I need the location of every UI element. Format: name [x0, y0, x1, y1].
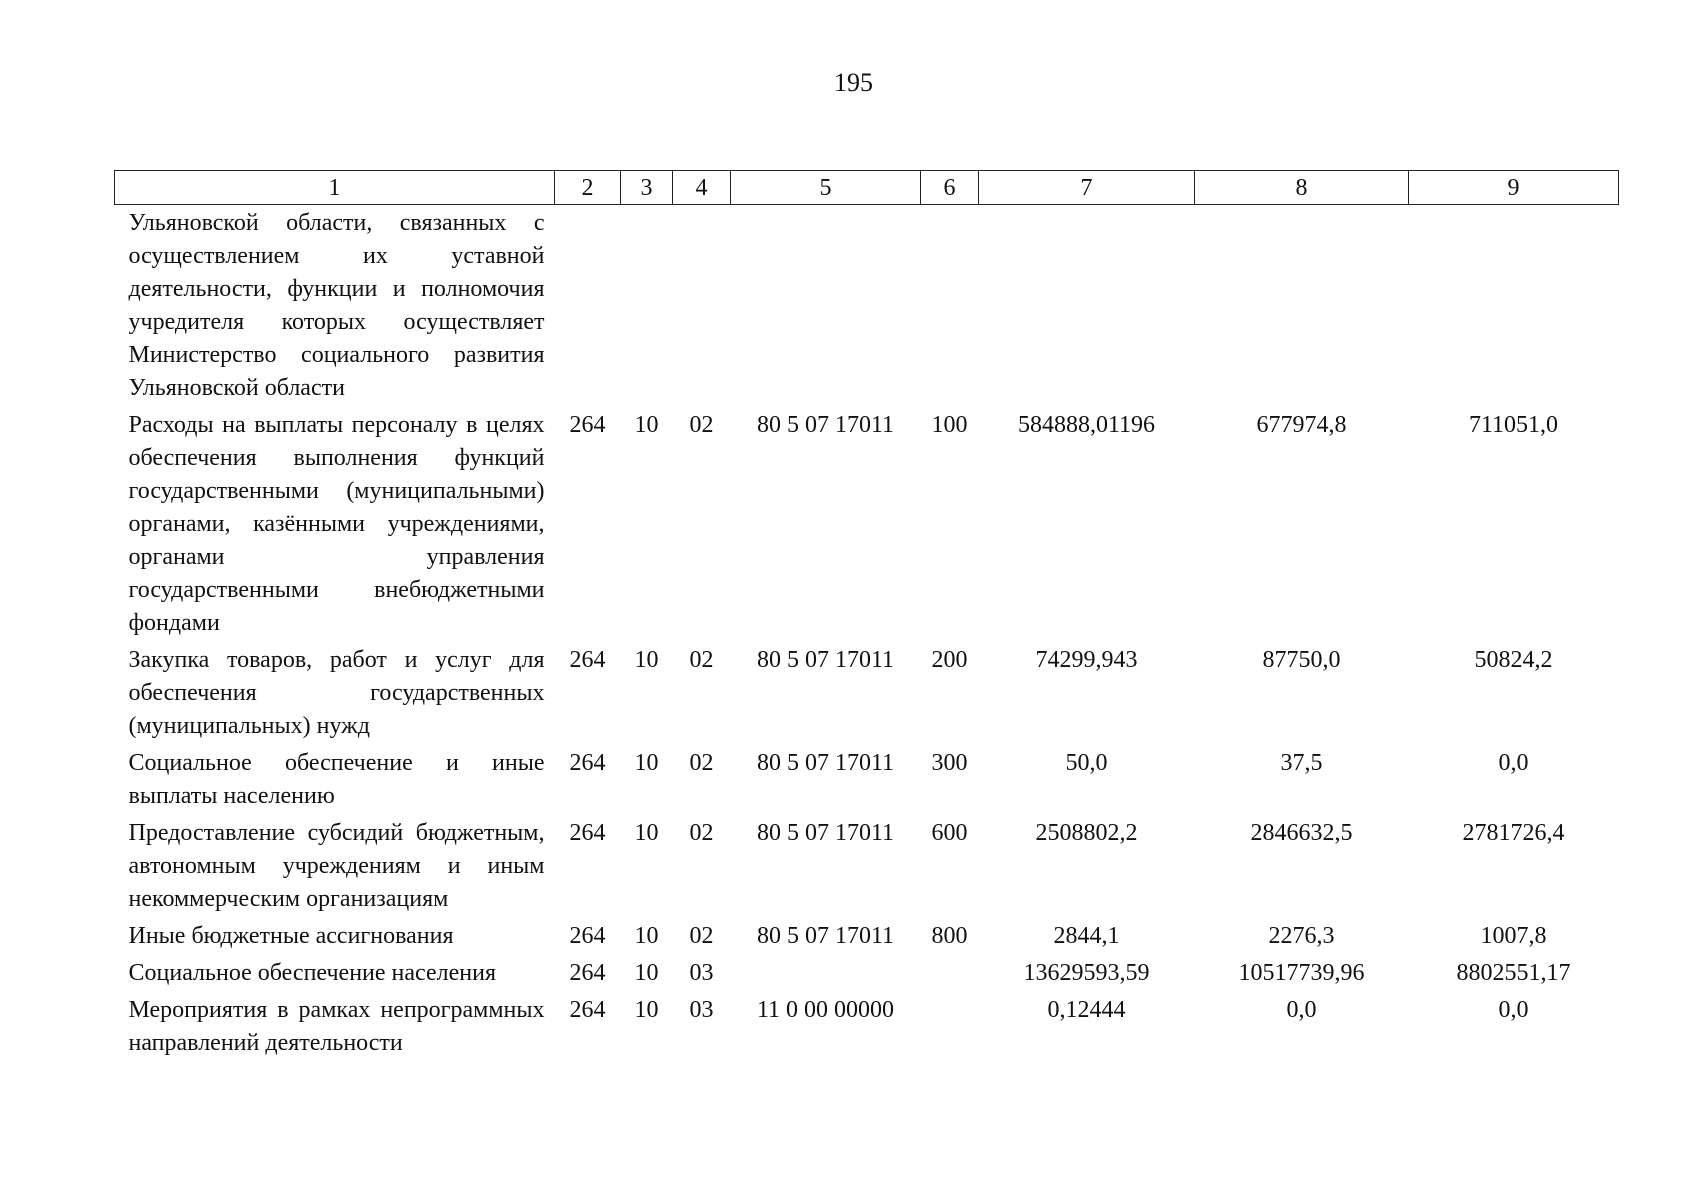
cell-amount-col7: 13629593,59: [1023, 960, 1150, 986]
column-header: 4: [673, 171, 731, 205]
cell-ministry-code: 264: [569, 412, 606, 438]
cell-target-article: 11 0 00 00000: [756, 997, 895, 1023]
cell-target-article: 80 5 07 17011: [756, 647, 895, 673]
column-header: 2: [555, 171, 621, 205]
cell-ministry-code: 264: [569, 647, 606, 673]
cell-amount-col8: 37,5: [1280, 750, 1323, 776]
cell-ministry-code: 264: [569, 820, 606, 846]
cell-amount-col9: 1007,8: [1480, 923, 1547, 949]
cell-amount-col8: 87750,0: [1262, 647, 1341, 673]
cell-amount-col8: 2846632,5: [1250, 820, 1353, 846]
cell-subsection: [673, 205, 731, 408]
cell-expense-type: 100: [931, 412, 968, 438]
cell-subsection: 03: [689, 997, 714, 1023]
table-row: [115, 642, 1619, 745]
page-number: 195: [834, 68, 873, 97]
cell-section: 10: [634, 750, 659, 776]
cell-ministry-code: 264: [569, 960, 606, 986]
cell-section: 10: [634, 997, 659, 1023]
cell-amount-col8: 2276,3: [1268, 923, 1335, 949]
column-header: 6: [921, 171, 979, 205]
cell-amount-col7: 2844,1: [1053, 923, 1120, 949]
table-row: [115, 745, 1619, 815]
cell-target-article: [731, 205, 921, 408]
cell-subsection: 02: [689, 923, 714, 949]
budget-table: [114, 170, 1619, 1062]
column-header: 3: [621, 171, 673, 205]
table-row: [115, 955, 1619, 992]
cell-subsection: 02: [689, 412, 714, 438]
cell-amount-col9: 8802551,17: [1456, 960, 1571, 986]
cell-amount-col9: 0,0: [1498, 750, 1529, 776]
column-header: 9: [1409, 171, 1619, 205]
column-header: 5: [731, 171, 921, 205]
column-header: 7: [979, 171, 1195, 205]
table-row: [115, 407, 1619, 642]
cell-subsection: 03: [689, 960, 714, 986]
cell-expense-type: [921, 205, 979, 408]
table-row: [115, 815, 1619, 918]
row-description: Социальное обеспечение населения: [128, 960, 496, 986]
row-description: Расходы на выплаты персоналу в целях обеспечения выполнения функций государственными (муниципальными) органами, казёнными учреждениями, органами управления государственными внебюджетными фондами: [128, 412, 545, 636]
cell-amount-col9: 0,0: [1498, 997, 1529, 1023]
row-description: Социальное обеспечение и иные выплаты населению: [128, 750, 545, 809]
cell-target-article: [731, 955, 921, 992]
cell-expense-type: 800: [931, 923, 968, 949]
cell-amount-col9: 711051,0: [1468, 412, 1559, 438]
cell-section: 10: [634, 647, 659, 673]
cell-subsection: 02: [689, 820, 714, 846]
cell-target-article: 80 5 07 17011: [756, 923, 895, 949]
cell-amount-col7: 74299,943: [1035, 647, 1138, 673]
cell-amount-col8: 0,0: [1286, 997, 1317, 1023]
cell-subsection: 02: [689, 647, 714, 673]
row-description: Иные бюджетные ассигнования: [128, 923, 454, 949]
cell-amount-col7: 50,0: [1065, 750, 1108, 776]
cell-amount-col8: [1195, 205, 1409, 408]
cell-ministry-code: 264: [569, 750, 606, 776]
cell-section: 10: [634, 960, 659, 986]
cell-amount-col9: [1409, 205, 1619, 408]
cell-expense-type: 600: [931, 820, 968, 846]
row-description: Предоставление субсидий бюджетным, автономным учреждениям и иным некоммерческим организациям: [128, 820, 545, 912]
cell-section: 10: [634, 923, 659, 949]
cell-section: [621, 205, 673, 408]
cell-expense-type: 300: [931, 750, 968, 776]
cell-section: 10: [634, 412, 659, 438]
cell-amount-col7: 584888,01196: [1017, 412, 1156, 438]
cell-amount-col7: [979, 205, 1195, 408]
row-description: Закупка товаров, работ и услуг для обеспечения государственных (муниципальных) нужд: [128, 647, 545, 739]
cell-amount-col9: 2781726,4: [1462, 820, 1565, 846]
cell-expense-type: 200: [931, 647, 968, 673]
cell-target-article: 80 5 07 17011: [756, 820, 895, 846]
cell-amount-col8: 677974,8: [1256, 412, 1347, 438]
cell-target-article: 80 5 07 17011: [756, 412, 895, 438]
row-description: Ульяновской области, связанных с осуществлением их уставной деятельности, функции и полномочия учредителя которых осуществляет Министерство социального развития Ульяновской области: [128, 210, 545, 401]
column-header: 1: [115, 171, 555, 205]
table-row: [115, 992, 1619, 1062]
cell-amount-col7: 2508802,2: [1035, 820, 1138, 846]
column-header: 8: [1195, 171, 1409, 205]
cell-amount-col9: 50824,2: [1474, 647, 1553, 673]
cell-section: 10: [634, 820, 659, 846]
cell-ministry-code: 264: [569, 923, 606, 949]
cell-expense-type: [921, 955, 979, 992]
cell-amount-col7: 0,12444: [1047, 997, 1126, 1023]
cell-subsection: 02: [689, 750, 714, 776]
cell-ministry-code: [555, 205, 621, 408]
cell-expense-type: [921, 992, 979, 1062]
row-description: Мероприятия в рамках непрограммных направлений деятельности: [128, 997, 545, 1056]
cell-target-article: 80 5 07 17011: [756, 750, 895, 776]
cell-amount-col8: 10517739,96: [1238, 960, 1365, 986]
table-row: [115, 918, 1619, 955]
table-row: [115, 205, 1619, 408]
cell-ministry-code: 264: [569, 997, 606, 1023]
table-header-row: [115, 171, 1619, 205]
